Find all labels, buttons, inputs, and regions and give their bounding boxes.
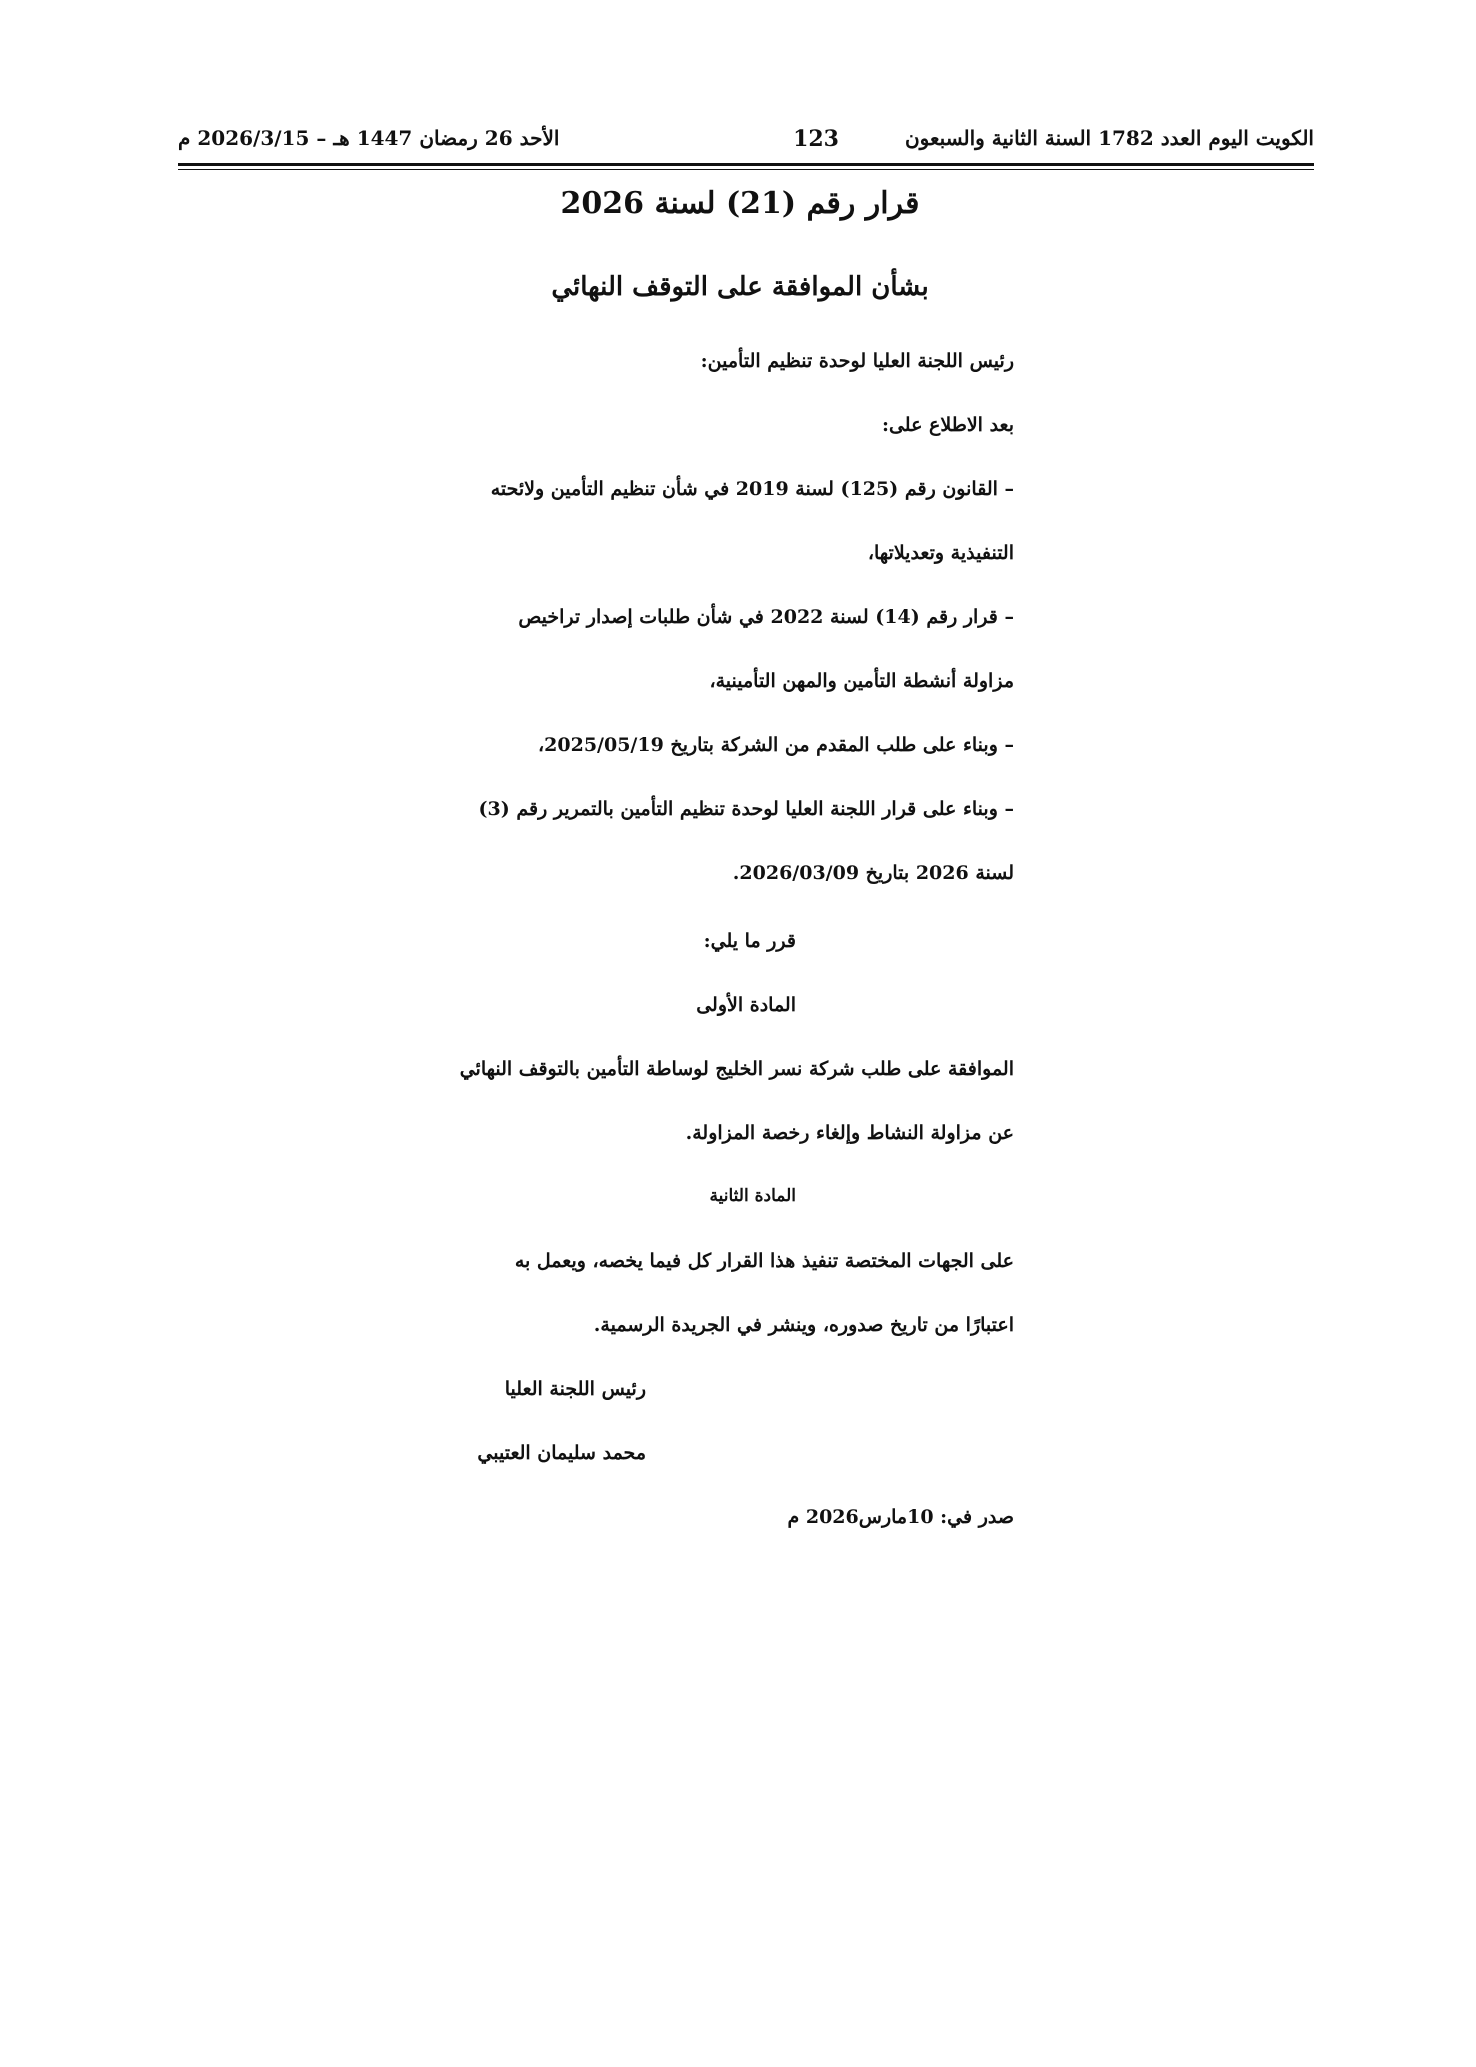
reference-3-line: – وبناء على طلب المقدم من الشركة بتاريخ 2025/05/19، [538,734,1014,756]
decision-subtitle: بشأن الموافقة على التوقف النهائي [551,272,929,302]
reference-2-line-2: مزاولة أنشطة التأمين والمهن التأمينية، [709,670,1014,692]
article-2-line-2: اعتبارًا من تاريخ صدوره، وينشر في الجريدة الرسمية. [593,1314,1014,1336]
header-issue-info: الكويت اليوم العدد 1782 السنة الثانية والسبعون [904,126,1314,150]
reference-4-line-1: – وبناء على قرار اللجنة العليا لوحدة تنظيم التأمين بالتمرير رقم (3) [478,798,1014,820]
article-2-line-1: على الجهات المختصة تنفيذ هذا القرار كل فيما يخصه، ويعمل به [514,1250,1014,1272]
issuer-line: رئيس اللجنة العليا لوحدة تنظيم التأمين: [700,350,1014,372]
article-1-heading: المادة الأولى [696,994,796,1016]
decision-title: قرار رقم (21) لسنة 2026 [560,186,920,221]
after-review-line: بعد الاطلاع على: [881,414,1014,436]
article-1-line-2: عن مزاولة النشاط وإلغاء رخصة المزاولة. [685,1122,1014,1144]
decided-heading: قرر ما يلي: [703,930,796,952]
article-1-line-1: الموافقة على طلب شركة نسر الخليج لوساطة التأمين بالتوقف النهائي [459,1058,1014,1080]
header-page-number: 123 [793,126,839,152]
reference-1-line-1: – القانون رقم (125) لسنة 2019 في شأن تنظيم التأمين ولائحته [490,478,1014,500]
signatory-title: رئيس اللجنة العليا [504,1378,646,1400]
reference-4-line-2: لسنة 2026 بتاريخ 2026/03/09. [732,862,1014,884]
reference-2-line-1: – قرار رقم (14) لسنة 2022 في شأن طلبات إصدار تراخيص [518,606,1014,628]
signatory-name: محمد سليمان العتيبي [477,1442,646,1464]
reference-1-line-2: التنفيذية وتعديلاتها، [867,542,1014,564]
article-2-heading: المادة الثانية [709,1186,796,1206]
issue-date: صدر في: 10مارس2026 م [787,1506,1014,1528]
header-date: الأحد 26 رمضان 1447 هـ – 2026/3/15 م [178,126,560,150]
